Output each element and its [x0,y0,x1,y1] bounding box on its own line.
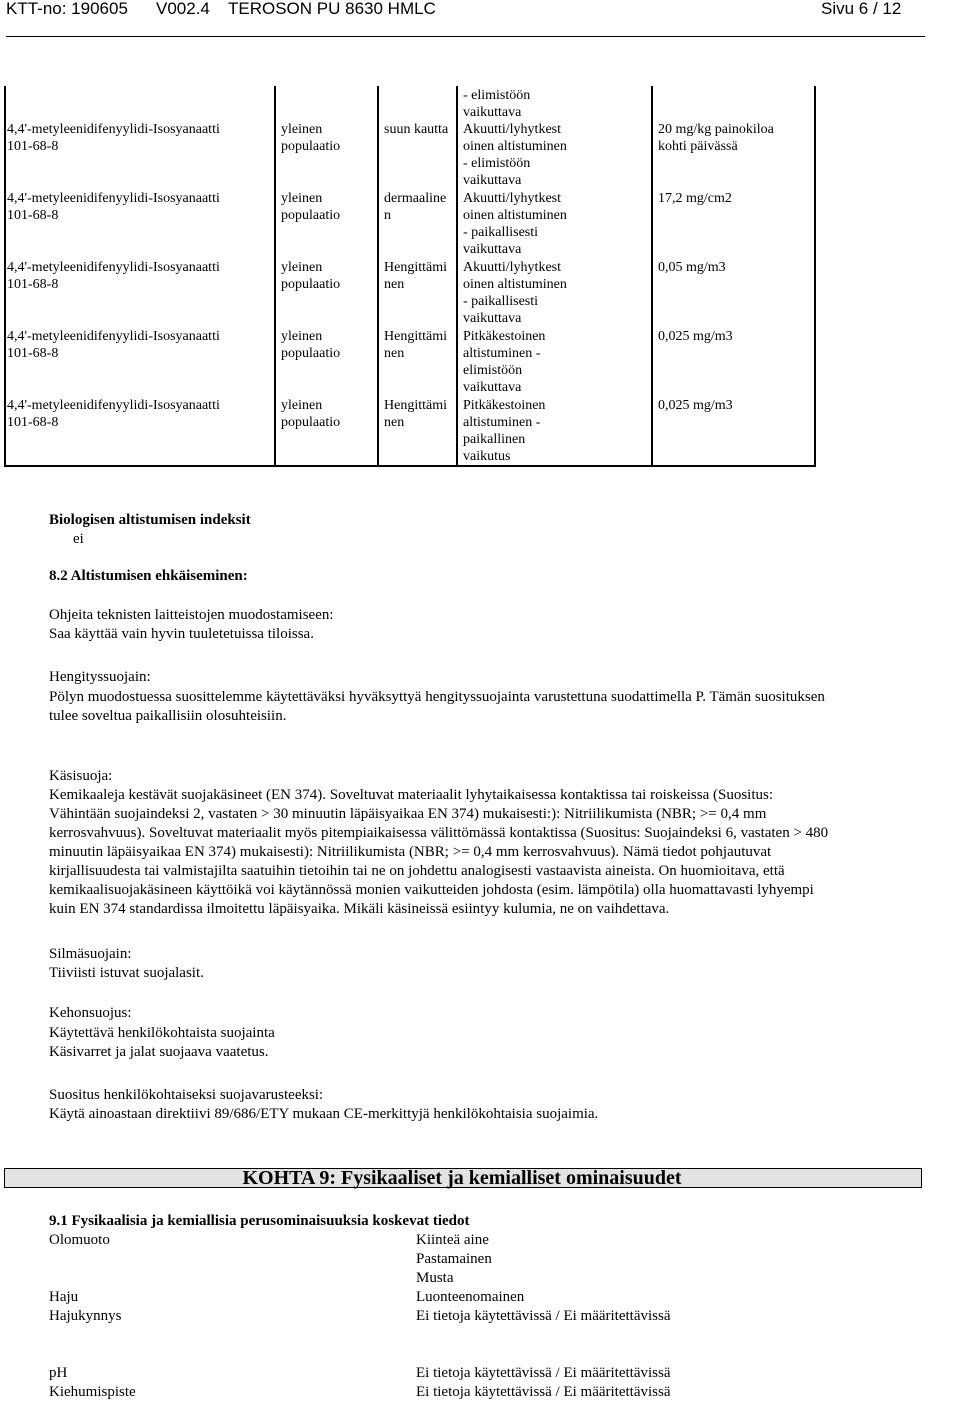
eye-protection-label: Silmäsuojain: [49,946,132,962]
table-cell-route: dermaaline n [384,191,447,223]
table-cell-substance: 4,4'-metyleenidifenyylidi-Isosyanaatti 101-68-8 [7,191,220,223]
ppe-label: Suositus henkilökohtaiseksi suojavarusteeksi: [49,1087,324,1103]
table-cell-population: yleinen populaatio [281,329,341,361]
table-cell-value: 0,025 mg/m3 [658,398,733,413]
table-cell-route: Hengittämi nen [384,398,447,430]
eye-protection-text: Tiiviisti istuvat suojalasit. [49,965,204,981]
table-cell-population: yleinen populaatio [281,398,341,430]
property-value: Pastamainen [416,1251,492,1267]
respiratory-label: Hengityssuojain: [49,669,151,685]
table-cell-effect-continued: - elimistöön vaikuttava [463,88,531,120]
property-label: Olomuoto [49,1232,110,1248]
table-cell-value: 0,025 mg/m3 [658,329,733,344]
table-cell-value: 17,2 mg/cm2 [658,191,732,206]
bio-index-value: ei [73,531,84,547]
table-cell-effect: Akuutti/lyhytkest oinen altistuminen - paikallisesti vaikuttava [463,260,567,326]
table-cell-substance: 4,4'-metyleenidifenyylidi-Isosyanaatti 101-68-8 [7,329,220,361]
table-border [814,86,816,467]
property-value: Ei tietoja käytettävissä / Ei määritettävissä [416,1384,671,1400]
table-cell-substance: 4,4'-metyleenidifenyylidi-Isosyanaatti 101-68-8 [7,260,220,292]
table-cell-value: 0,05 mg/m3 [658,260,726,275]
table-border [377,86,379,467]
tech-controls-text: Saa käyttää vain hyvin tuuletetuissa tiloissa. [49,626,314,642]
property-value: Ei tietoja käytettävissä / Ei määritettävissä [416,1365,671,1381]
property-label: Hajukynnys [49,1308,122,1324]
property-label: pH [49,1365,68,1381]
body-protection-label: Kehonsuojus: [49,1005,132,1021]
property-value: Luonteenomainen [416,1289,525,1305]
table-cell-effect: Akuutti/lyhytkest oinen altistuminen - paikallisesti vaikuttava [463,191,567,257]
table-cell-population: yleinen populaatio [281,260,341,292]
table-cell-effect: Pitkäkestoinen altistuminen - elimistöön vaikuttava [463,329,546,395]
property-label: Haju [49,1289,79,1305]
table-border [4,465,816,467]
table-cell-route: Hengittämi nen [384,329,447,361]
product-name: TEROSON PU 8630 HMLC [228,0,436,18]
hand-protection-text: Kemikaaleja kestävät suojakäsineet (EN 374). Soveltuvat materiaalit lyhytaikaisessa kontaktissa tai roiskeissa (Suositus: Vähintään suojaindeksi 2, vastaten > 30 minuutin läpäisyaikaa EN 374) mukaisesti:): Nitriilikumista (NBR; >= 0,4 mm kerrosvahvuus). Soveltuvat materiaalit myös pitempiaikaisessa välittömässä kontaktissa (Suositus: Suojaindeksi 6, vastaten > 480 minuutin läpäisyaikaa EN 374) mukaisesti): Nitriilikumista (NBR; >= 0,4 mm kerrosvahvuus). Nämä tiedot pohjautuvat kirjallisuudesta tai valmistajilta saatuihin tietoihin tai ne on johdettu analogisesti vastaavista aineista. On huomioitava, että kemikaalisuojakäsineen käyttöikä voi käytännössä monien vaikutteiden johdosta (esim. lämpötila) olla huomattavasti lyhyempi kuin EN 374 standardissa ilmoitettu läpäisyaika. Mikäli käsineissä esiintyy kulumia, ne on vaihdettava. [49,787,829,917]
document-number: KTT-no: 190605 [6,0,128,18]
section-9-title: KOHTA 9: Fysikaaliset ja kemialliset ominaisuudet [242,1167,682,1189]
table-border [274,86,276,467]
page-number: Sivu 6 / 12 [821,0,902,18]
table-cell-effect: Pitkäkestoinen altistuminen - paikallinen vaikutus [463,398,546,464]
ppe-text: Käytä ainoastaan direktiivi 89/686/ETY mukaan CE-merkittyjä henkilökohtaisia suojaimia. [49,1106,599,1122]
property-value: Musta [416,1270,454,1286]
table-border [456,86,458,467]
tech-controls-label: Ohjeita teknisten laitteistojen muodostamiseen: [49,607,334,623]
table-cell-substance: 4,4'-metyleenidifenyylidi-Isosyanaatti 101-68-8 [7,122,220,154]
table-cell-population: yleinen populaatio [281,122,341,154]
table-cell-effect: Akuutti/lyhytkest oinen altistuminen - elimistöön vaikuttava [463,122,567,188]
table-border [651,86,653,467]
table-cell-route: suun kautta [384,122,449,137]
table-cell-route: Hengittämi nen [384,260,447,292]
section-9-1-heading: 9.1 Fysikaalisia ja kemiallisia perusominaisuuksia koskevat tiedot [49,1213,470,1229]
table-cell-population: yleinen populaatio [281,191,341,223]
table-cell-value: 20 mg/kg painokiloa kohti päivässä [658,122,774,154]
table-cell-substance: 4,4'-metyleenidifenyylidi-Isosyanaatti 101-68-8 [7,398,220,430]
table-border [4,86,6,467]
section-8-2-heading: 8.2 Altistumisen ehkäiseminen: [49,568,248,584]
page-header [6,0,921,36]
property-label: Kiehumispiste [49,1384,136,1400]
property-value: Kiinteä aine [416,1232,489,1248]
bio-index-heading: Biologisen altistumisen indeksit [49,512,251,528]
body-protection-text: Käytettävä henkilökohtaista suojainta Käsivarret ja jalat suojaava vaatetus. [49,1025,275,1060]
respiratory-text: Pölyn muodostuessa suosittelemme käytettäväksi hyväksyttyä hengityssuojainta varustettuna suodattimella P. Tämän suosituksen tulee soveltua paikallisiin olosuhteisiin. [49,689,825,724]
property-value: Ei tietoja käytettävissä / Ei määritettävissä [416,1308,671,1324]
hand-protection-label: Käsisuoja: [49,768,113,784]
document-version: V002.4 [156,0,210,18]
dnel-table [4,86,816,467]
header-divider [6,36,925,37]
